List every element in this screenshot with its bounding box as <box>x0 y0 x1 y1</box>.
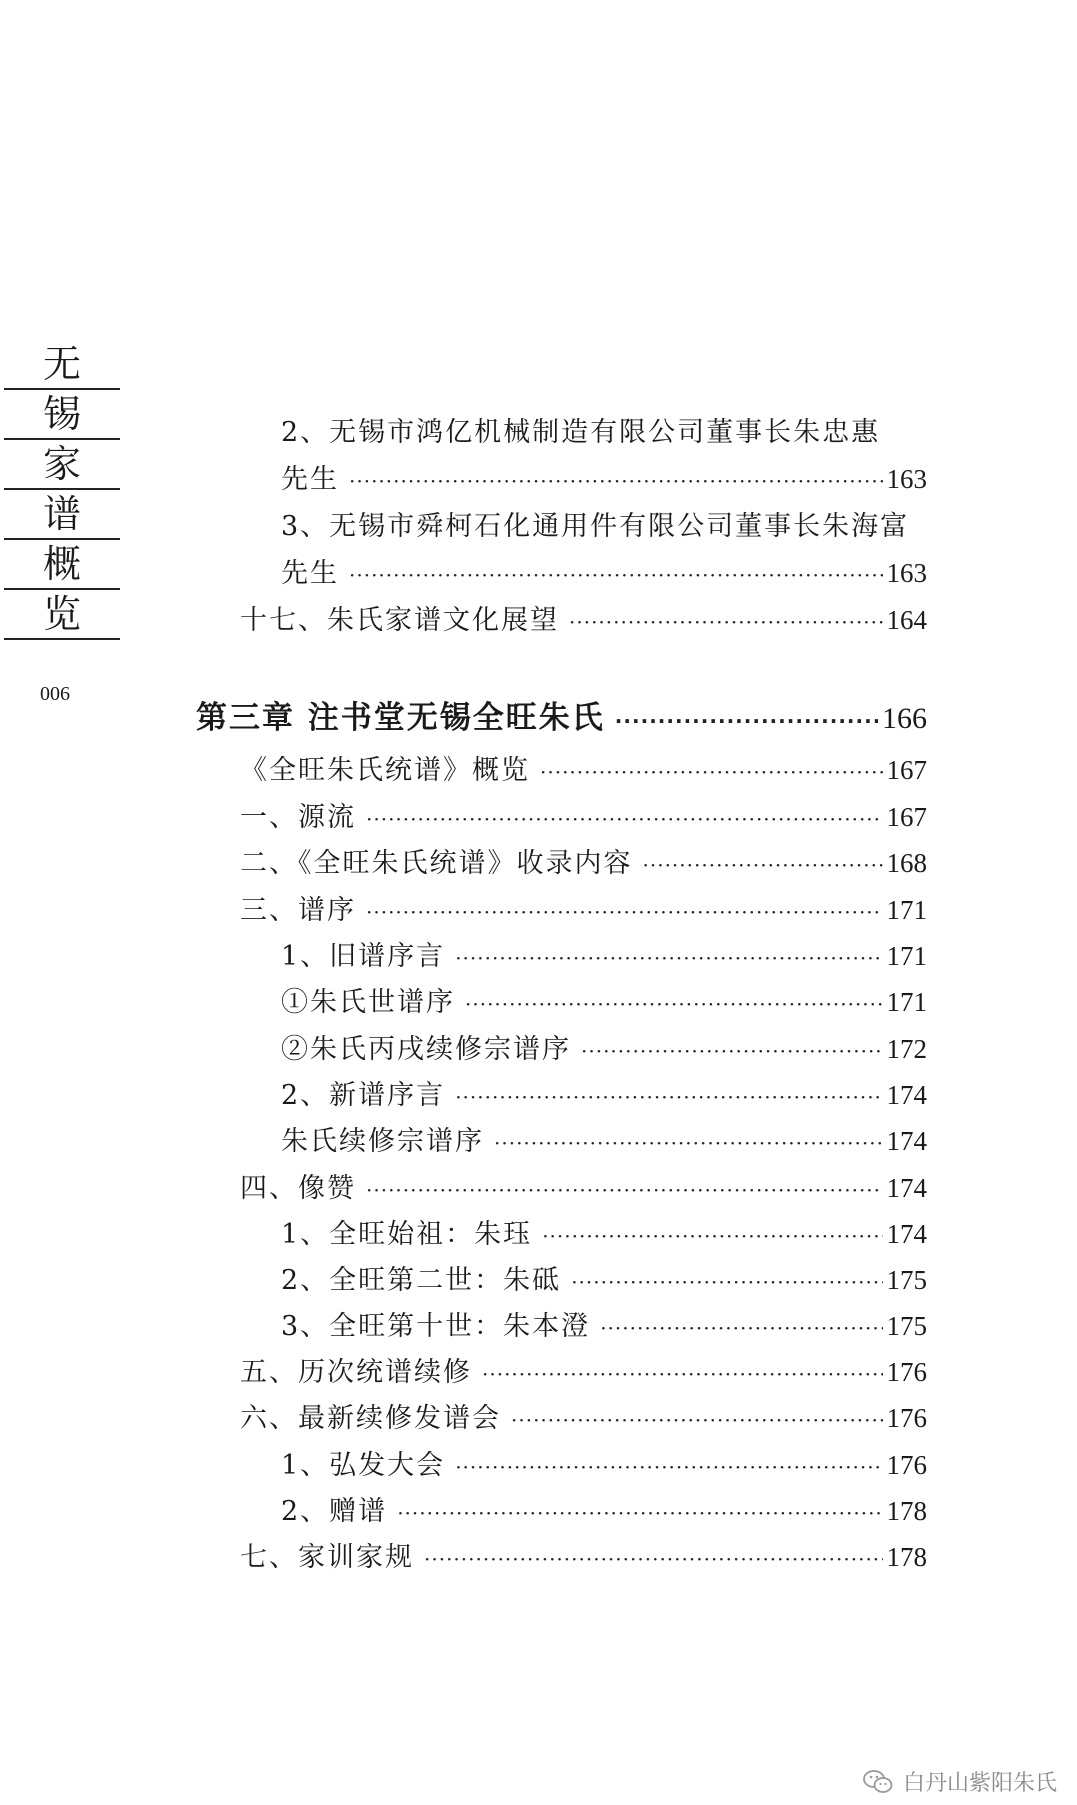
toc-leader-dots <box>569 610 883 634</box>
toc-entry <box>281 1027 927 1066</box>
toc-entry <box>240 795 927 834</box>
toc-entry-label: 1、弘发大会 <box>281 1450 446 1481</box>
toc-leader-dots <box>643 853 883 877</box>
toc-page-number: 175 <box>886 1311 927 1341</box>
toc-entry <box>240 1535 927 1574</box>
toc-leader-dots <box>366 807 883 831</box>
book-title-char: 览 <box>4 590 120 640</box>
toc-leader-dots <box>540 760 883 784</box>
toc-leader-dots <box>571 1270 882 1294</box>
toc-entry-label: 一、源流 <box>240 802 356 833</box>
toc-entry-label: 2、新谱序言 <box>281 1080 446 1111</box>
page-number: 006 <box>40 683 70 705</box>
toc-page-number: 178 <box>886 1496 927 1526</box>
toc-entry-label: ①朱氏世谱序 <box>281 987 455 1018</box>
toc-page-number: 163 <box>886 464 927 494</box>
toc-leader-dots <box>600 1316 882 1340</box>
book-title-vertical <box>4 340 120 640</box>
toc-leader-dots <box>455 1085 882 1109</box>
toc-entry <box>281 1489 927 1528</box>
toc-entry <box>281 934 927 973</box>
toc-leader-dots <box>511 1408 883 1432</box>
toc-page-number: 176 <box>886 1403 927 1433</box>
toc-leader-dots <box>349 563 883 587</box>
watermark-text: 白丹山紫阳朱氏 <box>902 1771 1057 1796</box>
toc-page-number: 178 <box>886 1542 927 1572</box>
toc-page-number: 163 <box>886 558 927 588</box>
toc-entry-text: 3、无锡市舜柯石化通用件有限公司董事长朱海富 <box>281 511 910 542</box>
toc-leader-dots <box>455 946 882 970</box>
toc-leader-dots <box>542 1224 882 1248</box>
toc-entry-label: 1、全旺始祖：朱珏 <box>281 1219 533 1250</box>
toc-page-number: 171 <box>886 941 927 971</box>
toc-page-number: 174 <box>886 1080 927 1110</box>
watermark <box>863 1766 1057 1797</box>
toc-page-number: 176 <box>886 1450 927 1480</box>
toc-entry-label: 十七、朱氏家谱文化展望 <box>240 605 559 636</box>
toc-entry <box>281 551 927 590</box>
toc-entry-label: 第三章 注书堂无锡全旺朱氏 <box>196 700 605 736</box>
toc-entry-label: 先生 <box>281 464 339 495</box>
book-title-char: 概 <box>4 540 120 590</box>
toc-leader-dots <box>424 1547 883 1571</box>
toc-entry <box>281 1212 927 1251</box>
toc-entry <box>240 1396 927 1435</box>
toc-page-number: 174 <box>886 1126 927 1156</box>
toc-page-number: 174 <box>886 1173 927 1203</box>
toc-leader-dots <box>482 1362 883 1386</box>
toc-entry-label: 五、历次统谱续修 <box>240 1357 472 1388</box>
book-title-char: 谱 <box>4 490 120 540</box>
toc-entry-label: 《全旺朱氏统谱》概览 <box>240 755 530 786</box>
toc-leader-dots <box>397 1501 882 1525</box>
toc-entry-label: 3、全旺第十世：朱本澄 <box>281 1311 591 1342</box>
toc-entry <box>281 1304 927 1343</box>
wechat-icon <box>863 1769 893 1795</box>
toc-leader-dots <box>581 1039 883 1063</box>
toc-entry <box>240 598 927 637</box>
toc-entry-label: ②朱氏丙戌续修宗谱序 <box>281 1034 571 1065</box>
toc-page-number: 171 <box>886 895 927 925</box>
toc-entry <box>240 1350 927 1389</box>
toc-entry <box>281 1073 927 1112</box>
toc-leader-dots <box>455 1455 882 1479</box>
toc-entry <box>240 1166 927 1205</box>
toc-entry-label: 三、谱序 <box>240 895 356 926</box>
toc-leader-dots <box>615 709 878 733</box>
toc-page-number: 166 <box>882 702 927 735</box>
toc-page-number: 167 <box>886 802 927 832</box>
toc-page-number: 175 <box>886 1265 927 1295</box>
toc-entry <box>240 841 927 880</box>
toc-page-number: 174 <box>886 1219 927 1249</box>
toc-leader-dots <box>366 900 883 924</box>
toc-chapter-heading <box>196 692 927 737</box>
toc-entry <box>240 748 927 787</box>
book-title-char: 锡 <box>4 390 120 440</box>
toc-leader-dots <box>494 1131 883 1155</box>
toc-entry-label: 二、《全旺朱氏统谱》收录内容 <box>240 848 633 879</box>
toc-page-number: 176 <box>886 1357 927 1387</box>
toc-leader-dots <box>349 469 883 493</box>
toc-entry <box>281 1258 927 1297</box>
toc-entry <box>281 1443 927 1482</box>
book-title-char: 无 <box>4 340 120 390</box>
toc-entry <box>240 888 927 927</box>
toc-page-number: 167 <box>886 755 927 785</box>
toc-entry-label: 1、旧谱序言 <box>281 941 446 972</box>
toc-entry <box>281 980 927 1019</box>
toc-page-number: 164 <box>886 605 927 635</box>
toc-leader-dots <box>465 992 883 1016</box>
toc-page-number: 172 <box>886 1034 927 1064</box>
book-title-char: 家 <box>4 440 120 490</box>
toc-entry-label: 七、家训家规 <box>240 1542 414 1573</box>
toc-entry-label: 2、全旺第二世：朱砥 <box>281 1265 562 1296</box>
toc-entry-label: 六、最新续修发谱会 <box>240 1403 501 1434</box>
toc-entry <box>281 457 927 496</box>
toc-entry-label: 2、赠谱 <box>281 1496 388 1527</box>
toc-entry-label: 朱氏续修宗谱序 <box>281 1126 484 1157</box>
toc-page-number: 168 <box>886 848 927 878</box>
toc-page-number: 171 <box>886 987 927 1017</box>
toc-leader-dots <box>366 1178 883 1202</box>
toc-entry-label: 先生 <box>281 558 339 589</box>
toc-entry <box>281 1119 927 1158</box>
toc-entry-label: 四、像赞 <box>240 1173 356 1204</box>
toc-entry-text: 2、无锡市鸿亿机械制造有限公司董事长朱忠惠 <box>281 417 881 448</box>
